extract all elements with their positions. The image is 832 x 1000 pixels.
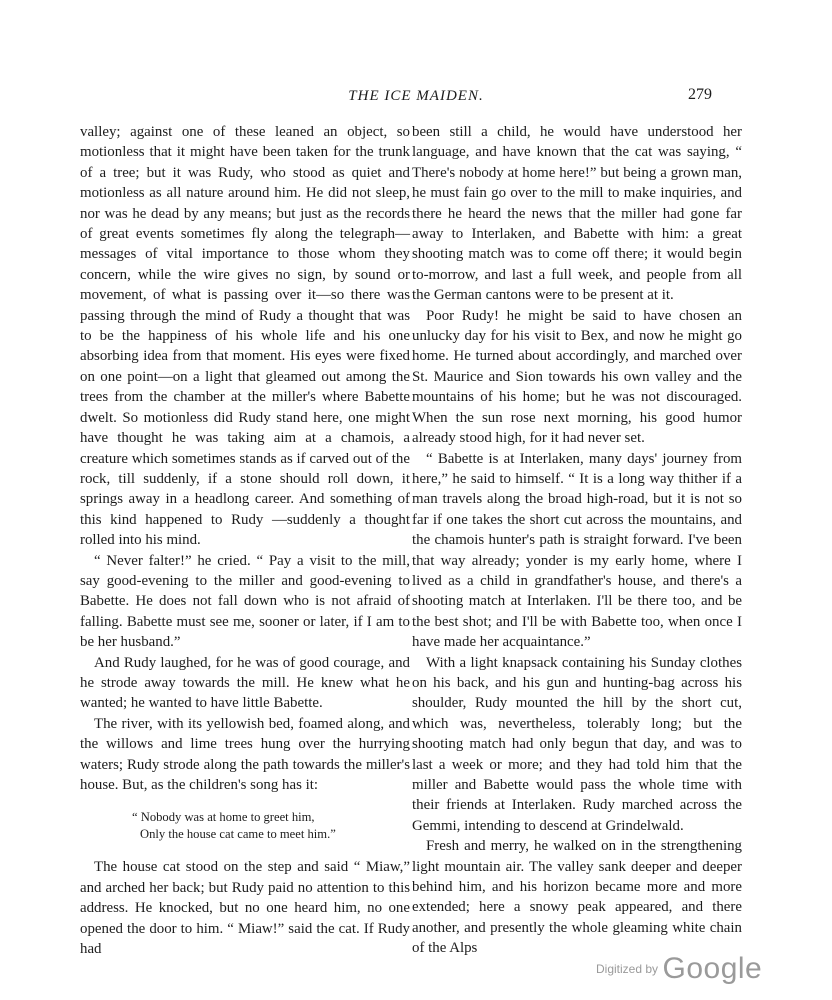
paragraph: been still a child, he would have understood her language, and have known that the cat was saying, “ There's nobody at home here!” but being a grown man, he must fain go over to the mill to make inquiries, and there he heard the news that the miller had gone far away to Interlaken, and Babette with him: a great shooting match was to come off there; it would begin to-morrow, and last a full week, and people from all the German cantons were to be present at it. [412,124,742,304]
paragraph: The house cat stood on the step and said “ Miaw,” and arched her back; but Rudy paid no attention to this address. He knocked, but no one heard him, no one opened the door to him. “ Miaw!” said the cat. If Rudy had [80,859,410,958]
verse-quote [80,809,410,843]
digitized-by-label: Digitized by [596,962,659,976]
verse-line: “ Nobody was at home to greet him, [132,810,315,825]
left-column [80,122,410,959]
google-logo: Google [662,952,763,985]
paragraph: valley; against one of these leaned an object, so motionless that it might have been taken for the trunk of a tree; but it was Rudy, who stood as quiet and motionless as all nature around him. He did not sleep, nor was he dead by any means; but just as the records of great events sometimes fly along the telegraph—messages of vital importance to those whom they concern, while the wire gives no sign, by sound or movement, of what is passing over it—so there was passing through the mind of Rudy a thought that was to be the happiness of his whole life and his one absorbing idea from that moment. His eyes were fixed on one point—on a light that gleamed out among the trees from the chamber at the miller's where Babette dwelt. So motionless did Rudy stand here, one might have thought he was taking aim at a chamois, a creature which sometimes stands as if carved out of the rock, till suddenly, if a stone should roll down, it springs away in a headlong career. And something of this kind happened to Rudy —suddenly a thought rolled into his mind. [80,124,410,549]
paragraph: Poor Rudy! he might be said to have chosen an unlucky day for his visit to Bex, and now he might go home. He turned about accordingly, and marched over St. Maurice and Sion towards his own valley and the mountains of his home; but he was not discouraged. When the sun rose next morning, his good humor already stood high, for it had never set. [412,307,742,447]
paragraph: And Rudy laughed, for he was of good courage, and he strode away towards the mill. He knew what he wanted; he wanted to have little Babette. [80,654,410,712]
paragraph: With a light knapsack containing his Sunday clothes on his back, and his gun and hunting-bag across his shoulder, Rudy mounted the hill by the short cut, which was, nevertheless, tolerably long; but the shooting match had only begun that day, and was to last a week or more; and they had told him that the miller and Babette would pass the whole time with their friends at Interlaken. Rudy marched across the Gemmi, intending to descend at Grindelwald. [412,654,742,834]
paragraph: “ Never falter!” he cried. “ Pay a visit to the mill, say good-evening to the miller and good-evening to Babette. He does not fall down who is not afraid of falling. Babette must see me, sooner or later, if I am to be her husband.” [80,552,410,651]
running-title: THE ICE MAIDEN. [348,88,484,104]
verse-line: Only the house cat came to meet him.” [140,827,336,842]
digitized-watermark [596,952,762,986]
paragraph: The river, with its yellowish bed, foamed along, and the willows and lime trees hung over the hurrying waters; Rudy strode along the path towards the miller's house. But, as the children's song has it: [80,715,410,793]
page-number: 279 [688,86,712,103]
paragraph: Fresh and merry, he walked on in the strengthening light mountain air. The valley sank deeper and deeper behind him, and his horizon became more and more extended; here a snowy peak appeared, and there another, and presently the whole gleaming white chain of the Alps [412,838,742,957]
right-column [412,122,742,959]
paragraph: “ Babette is at Interlaken, many days' journey from here,” he said to himself. “ It is a long way thither if a man travels along the broad high-road, but it is not so far if one takes the short cut across the mountains, and the chamois hunter's path is straight forward. I've been that way already; yonder is my early home, where I lived as a child in grandfather's house, and there's a shooting match at Interlaken. I'll be there too, and be the best shot; and I'll be with Babette too, when once I have made her acquaintance.” [412,450,742,651]
